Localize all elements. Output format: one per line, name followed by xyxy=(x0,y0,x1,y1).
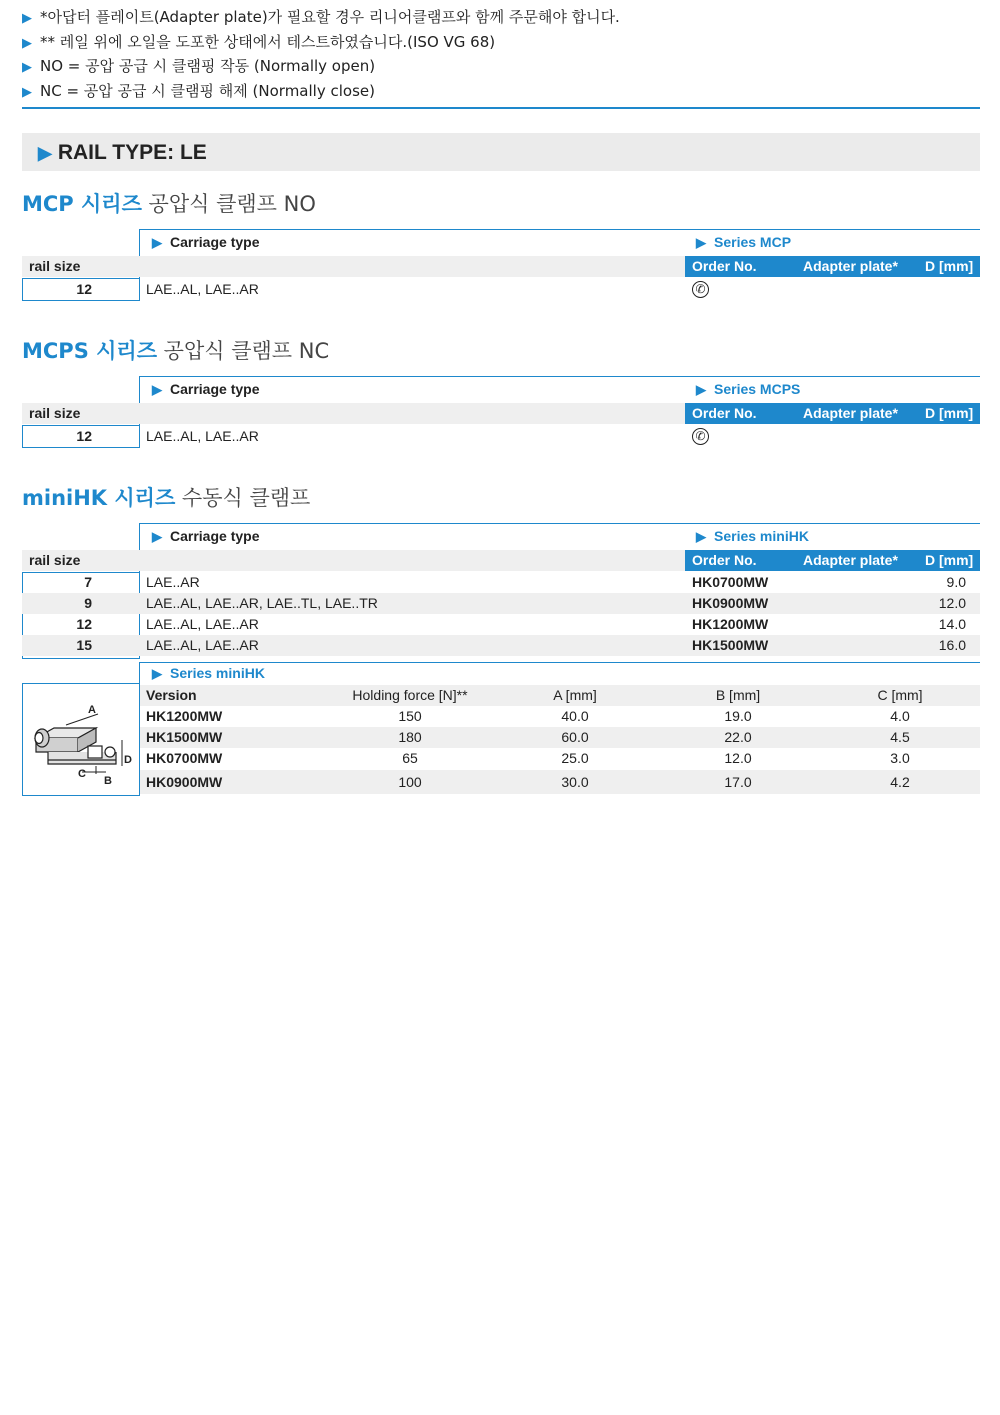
triangle-bullet-icon: ▶ xyxy=(22,60,32,75)
table-mcp xyxy=(22,229,980,301)
series-label: Series miniHK xyxy=(714,528,809,544)
rail-type-title: RAIL TYPE: LE xyxy=(57,141,207,164)
rail-size-label: rail size xyxy=(29,405,81,421)
diagram-label-a: A xyxy=(88,704,96,716)
triangle-bullet-icon: ▶ xyxy=(22,35,32,51)
carriage-type-label: Carriage type xyxy=(170,528,260,544)
phone-icon: ✆ xyxy=(692,281,709,298)
note-item: ▶ *아답터 플레이트(Adapter plate)가 필요할 경우 리니어클램프와 함께 주문해야 합니다. xyxy=(22,6,980,31)
note-item: ▶ NC = 공압 공급 시 클램핑 해제 (Normally close) xyxy=(22,80,980,105)
diagram-label-b: B xyxy=(104,775,112,787)
rail-size-value: 12 xyxy=(76,281,92,297)
table-row: HK0700MW 65 25.0 12.0 3.0 xyxy=(146,750,910,766)
section-title-mcps: MCPS 시리즈 공압식 클램프 NC xyxy=(22,339,330,363)
note-item: ▶ ** 레일 위에 오일을 도포한 상태에서 테스트하였습니다.(ISO VG 68) xyxy=(22,31,980,56)
order-header: Order No. Adapter plate* D [mm] xyxy=(685,550,980,571)
note-item: ▶ NO = 공압 공급 시 클램핑 작동 (Normally open) xyxy=(22,55,980,80)
table-minihk xyxy=(22,523,980,659)
spec-table-minihk xyxy=(22,662,980,796)
triangle-bullet-icon: ▶ xyxy=(152,529,162,544)
section-title-mcp: MCP 시리즈 공압식 클램프 NO xyxy=(22,192,316,216)
triangle-bullet-icon: ▶ xyxy=(696,529,706,544)
rail-size-label: rail size xyxy=(29,552,81,568)
order-header: Order No. Adapter plate* D [mm] xyxy=(685,256,980,277)
order-header: Order No. Adapter plate* D [mm] xyxy=(685,403,980,424)
triangle-bullet-icon: ▶ xyxy=(38,143,52,163)
triangle-bullet-icon: ▶ xyxy=(696,382,706,397)
table-row: HK0900MW 100 30.0 17.0 4.2 xyxy=(140,770,980,794)
notes-list xyxy=(22,6,980,104)
carriage-value: LAE..AL, LAE..AR xyxy=(146,428,259,444)
table-row: HK1500MW 180 60.0 22.0 4.5 xyxy=(140,727,980,748)
rail-type-banner xyxy=(22,133,980,171)
table-mcps xyxy=(22,376,980,448)
clamp-diagram-icon xyxy=(26,704,138,788)
triangle-bullet-icon: ▶ xyxy=(152,382,162,397)
rail-size-label: rail size xyxy=(29,258,81,274)
phone-icon: ✆ xyxy=(692,428,709,445)
spec-header-row: Version Holding force [N]** A [mm] B [mm] C [mm] xyxy=(140,685,980,706)
series-label: Series MCPS xyxy=(714,381,801,397)
rail-size-value: 12 xyxy=(76,428,92,444)
carriage-type-label: Carriage type xyxy=(170,234,260,250)
triangle-bullet-icon: ▶ xyxy=(152,235,162,250)
table-row: HK1200MW 150 40.0 19.0 4.0 xyxy=(146,708,910,724)
notes-divider xyxy=(22,107,980,109)
triangle-bullet-icon: ▶ xyxy=(152,666,162,681)
series-label: Series miniHK xyxy=(170,665,265,681)
triangle-bullet-icon: ▶ xyxy=(22,84,32,100)
series-label: Series MCP xyxy=(714,234,792,250)
table-row: 7 LAE..AR HK0700MW 9.0 xyxy=(84,574,966,590)
table-row: 15 LAE..AL, LAE..AR HK1500MW 16.0 xyxy=(22,635,980,656)
table-row: 12 LAE..AL, LAE..AR HK1200MW 14.0 xyxy=(76,616,966,632)
carriage-type-label: Carriage type xyxy=(170,381,260,397)
triangle-bullet-icon: ▶ xyxy=(696,235,706,250)
table-row: 9 LAE..AL, LAE..AR, LAE..TL, LAE..TR HK0900MW 12.0 xyxy=(22,593,980,614)
diagram-label-c: C xyxy=(78,768,86,780)
section-title-minihk: miniHK 시리즈 수동식 클램프 xyxy=(22,486,311,510)
carriage-value: LAE..AL, LAE..AR xyxy=(146,281,259,297)
diagram-label-d: D xyxy=(124,754,132,766)
triangle-bullet-icon: ▶ xyxy=(22,11,32,26)
